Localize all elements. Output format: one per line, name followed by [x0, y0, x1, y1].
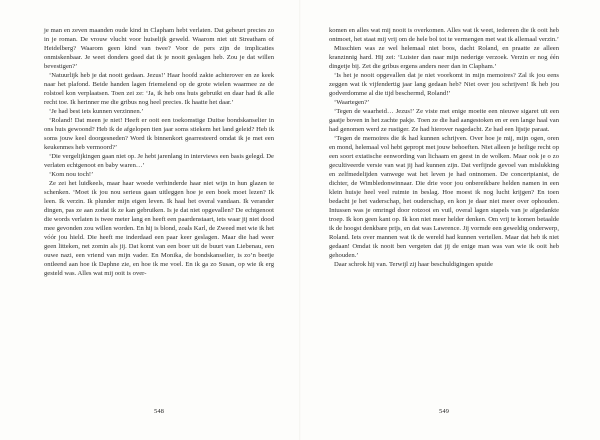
paragraph: ‘Die vergelijkingen gaan niet op. Je hebt jarenlang in interviews een basis gelegd. De verlaten echtgenoot en baby waren…’: [44, 153, 274, 170]
paragraph: komen en alles wat mij nooit is overkomen. Alles wat ik weet, iedereen die ik ooit heb ontmoet, het staat mij vrij om de hele bol tot te vermengen met wat ik allemaal verzin.’: [329, 27, 559, 44]
paragraph: ‘Roland! Dat meen je niet! Heeft er ooit een toekomstige Duitse bondskanselier in ons huis gewoond? Heb ik de afgelopen tien jaar soms stiekem het land geleid? Heb ik soms jouw keel doorgesneden? Word ik binnenkort gearresteerd omdat ik je met een keukenmes heb vermoord?’: [44, 117, 274, 152]
page-gutter: [299, 0, 301, 440]
paragraph: Ze zei het luidkeels, maar haar woede verhinderde haar niet wijn in hun glazen te schenken. ‘Moet ik jou nou serieus gaan uitleggen hoe je een boek moet lezen? Ik leen. Ik verzin. Ik plunder mijn eigen leven. Ik haal het overal vandaan. Ik verander dingen, pas ze aan zodat ik ze kan gebruiken. Is je dat niet opgevallen? De echtgenoot die words verlaten is twee meter lang en heeft een paardenstaart, iets waar jij niet dood mee gevonden zou willen worden. En hij is blond, zoals Karl, de Zweed met wie ik het vóór jou hield. Die heeft me inderdaad een paar keer geslagen. Maar die had weer geen litteken, net zomin als jij. Dat komt van een boer uit de buurt van Liebenau, een ouwe nazi, een vriend van mijn vader. En Monika, de bondskanselier, is zo’n beetje ontleend aan hoe ik Daphne zie, en hoe ik me voel. En ik ga zo Susan, op wie ik erg gesteld was. Alles wat mij ooit is over-: [44, 180, 274, 278]
page-number-right: 549: [439, 408, 449, 415]
paragraph: Misschien was ze wel helemaal niet boos, dacht Roland, en praatte ze alleen kranzinnig hard. Hij zei: ‘Luister dan naar mijn nederige verzoek. Verzin er nog één dingetje bij. Zet die gribus ergens anders neer dan in Clapham.’: [329, 45, 559, 71]
paragraph: ‘Waartegen?’: [334, 99, 370, 107]
right-page: [329, 26, 559, 269]
paragraph: ‘Is het je nooit opgevallen dat je niet voorkomt in mijn memoires? Zal ik jou eens zeggen wat ik vijfendertig jaar lang gedaan heb? Niet over jou schrijven! Ik heb jou godverdomme al die tijd beschermd, Roland!’: [329, 72, 559, 98]
paragraph: ‘Je had best iets kunnen verzinnen.’: [49, 108, 144, 116]
page-number-left: 548: [154, 408, 164, 415]
left-page: [44, 26, 274, 278]
paragraph: ‘Natuurlijk heb je dat nooit gedaan. Jezus!’ Haar hoofd zakte achterover en ze keek naar het plafond. Beide handen lagen friemelend op de grote wielen waarmee ze de rolstoel kon verplaatsen. Toen zei ze: ‘Ja, ik heb ons huis gebruikt en daar had ik alle recht toe. Ik herinner me die gribus nog heel precies. Ik haatte het daar.’: [44, 72, 274, 107]
paragraph: je man en zeven maanden oude kind in Clapham hebt verlaten. Dat gebeurt precies zo in je roman. De vrouw vlucht voor huiselijk geweld. Waarom niet uit Streatham of Heidelberg? Waarom geen kind van twee? Voor de pers zijn de implicaties onmiskenbaar. Je weet donders goed dat ik je nooit geslagen heb. Zou je dat willen bevestigen?’: [44, 27, 274, 71]
paragraph: ‘Tegen de waarheid… Jezus!’ Ze viste met enige moeite een nieuwe sigaret uit een gaatje boven in het zachte pakje. Toen ze die had aangestoken en er een lange haal van had genomen werd ze rustiger. Ze had hierover nagedacht. Ze had een lijstje paraat.: [329, 108, 559, 134]
left-page-text: [44, 26, 274, 278]
paragraph: ‘Kom nou toch!’: [49, 171, 94, 179]
paragraph: ‘Tegen de memoires die ik had kunnen schrijven. Over hoe je mij, mijn ogen, oren en mond, helemaal vol hebt gepropt met jouw behoeften. Niet alleen je heilige recht op een soort extatische eenwording van lichaam en geest in de wolken. Maar ook je o zo gecultiveerde versie van wat jij had kunnen zijn. Dat verfijnde gevoel van mislukking en zelfmedelijden vanwege wat het leven je had ontnomen. De concertpianist, de dichter, de Wimbledonwinnaar. Die drie voor jou onbereikbare helden namen in een klein huisje heel veel ruimte in beslag. Hoe moest ik nog lucht krijgen? En toen bedacht je het vaderschap, het ouderschap, en kon je daar niet meer over ophouden. Intussen was je omringd door rotzooi en vuil, overal lagen stapels van je afgedankte troep. Ik kon geen kant op. Ik kon niet meer helder denken. Om vrij te komen betaalde ik de hoogst denkbare prijs, en dat was Lawrence. Jij vormde een geweldig onderwerp, Roland. Iets over mannen wat ik de wereld had kunnen vertellen. Maar dat heb ik niet gedaan! Omdat ik nooit ben vergeten dat jij de enige man was van wie ik ooit heb gehouden.’: [329, 135, 559, 260]
right-page-text: [329, 26, 559, 269]
paragraph: Daar schrok hij van. Terwijl zij haar beschuldigingen spuide: [334, 261, 493, 269]
